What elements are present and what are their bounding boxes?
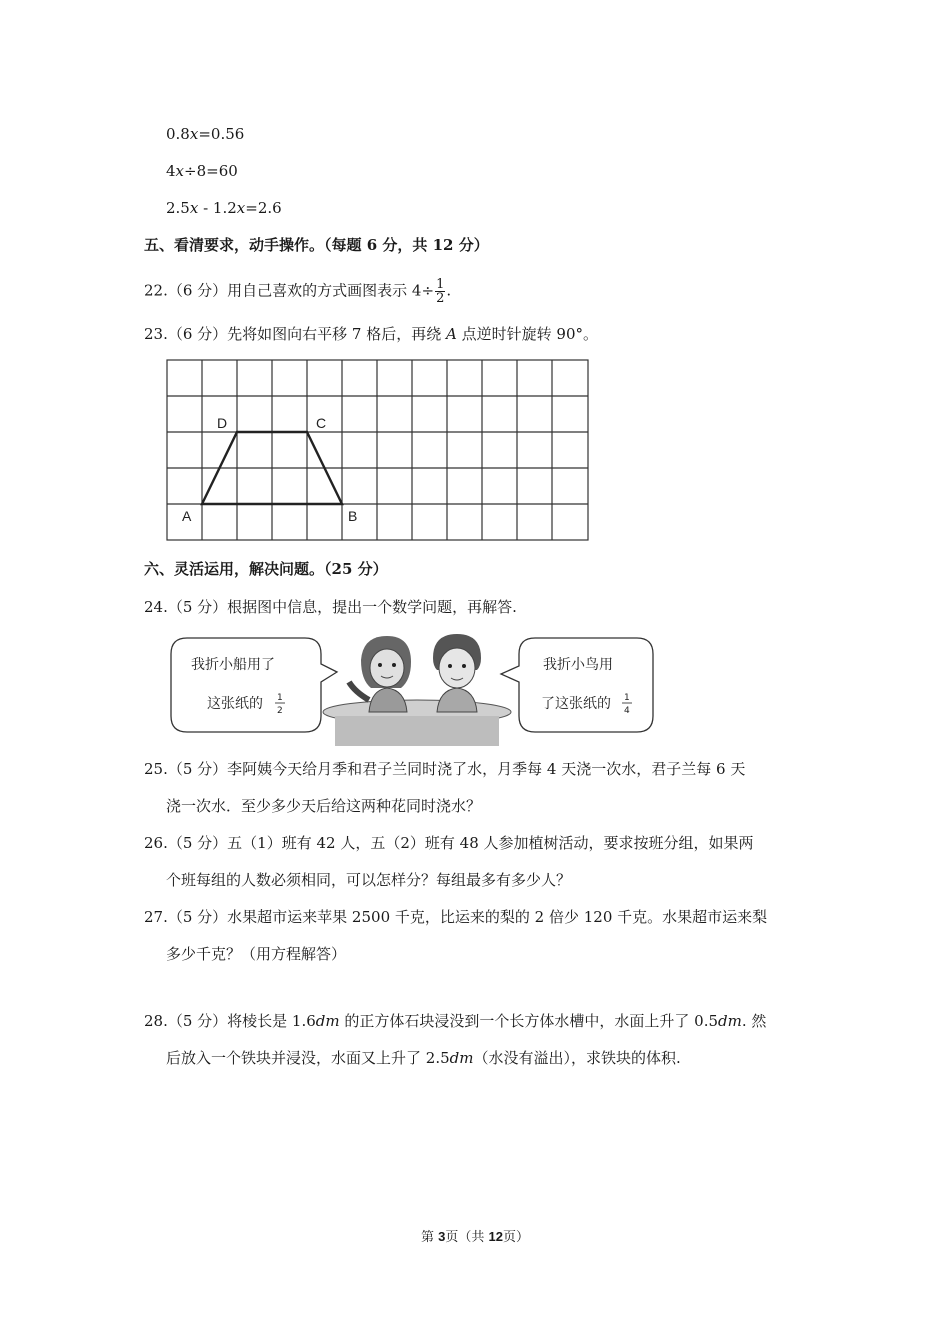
section-6-heading: 六、灵活运用，解决问题。（25 分） xyxy=(144,560,388,578)
question-22: 22.（6 分）用自己喜欢的方式画图表示 4÷ $\frac{1}{2}$ . xyxy=(144,277,452,306)
grid-figure xyxy=(160,355,600,545)
question-28-line-2: 后放入一个铁块并浸没，水面又上升了 2.5dm（水没有溢出），求铁块的体积. xyxy=(166,1049,681,1067)
svg-text:4: 4 xyxy=(624,706,630,716)
label-A: A xyxy=(182,508,192,524)
svg-text:我折小鸟用: 我折小鸟用 xyxy=(543,657,613,673)
svg-text:我折小船用了: 我折小船用了 xyxy=(191,657,275,673)
svg-text:1: 1 xyxy=(624,693,630,703)
svg-text:这张纸的: 这张纸的 xyxy=(207,696,263,712)
svg-text:了这张纸的: 了这张纸的 xyxy=(541,696,611,712)
question-26-line-2: 个班每组的人数必须相同，可以怎样分？每组最多有多少人？ xyxy=(166,871,572,889)
equation-3: 2.5x - 1.2x=2.6 xyxy=(166,199,282,217)
label-B: B xyxy=(348,508,358,524)
section-5-heading: 五、看清要求，动手操作。（每题 6 分，共 12 分） xyxy=(144,236,489,254)
question-28-line-1: 28.（5 分）将棱长是 1.6dm 的正方体石块浸没到一个长方体水槽中，水面上升了 0.5dm. 然 xyxy=(144,1012,767,1030)
speech-bubble-left xyxy=(171,638,337,732)
kids-illustration xyxy=(165,630,665,748)
question-25-line-1: 25.（5 分）李阿姨今天给月季和君子兰同时浇了水，月季每 4 天浇一次水，君子兰每 6 天 xyxy=(144,760,746,778)
speech-bubble-right xyxy=(501,638,653,732)
page-footer: 第 3页（共 12页） xyxy=(421,1229,529,1245)
girl-figure xyxy=(349,636,411,712)
equation-1: 0.8x=0.56 xyxy=(166,125,245,143)
fraction-one-half: $\frac{1}{2}$ xyxy=(436,277,445,306)
label-D: D xyxy=(217,415,228,431)
question-26-line-1: 26.（5 分）五（1）班有 42 人，五（2）班有 48 人参加植树活动，要求按班分组，如果两 xyxy=(144,834,754,852)
question-23: 23.（6 分）先将如图向右平移 7 格后，再绕 A 点逆时针旋转 90°。 xyxy=(144,325,598,343)
label-C: C xyxy=(316,415,327,431)
svg-text:1: 1 xyxy=(277,693,283,703)
equation-2: 4x÷8=60 xyxy=(166,162,238,180)
question-27-line-1: 27.（5 分）水果超市运来苹果 2500 千克，比运来的梨的 2 倍少 120 千克。水果超市运来梨 xyxy=(144,908,768,926)
svg-text:2: 2 xyxy=(277,706,283,716)
question-27-line-2: 多少千克？（用方程解答） xyxy=(166,945,347,963)
boy-figure xyxy=(433,634,481,712)
question-25-line-2: 浇一次水．至少多少天后给这两种花同时浇水？ xyxy=(166,797,482,815)
question-24: 24.（5 分）根据图中信息，提出一个数学问题，再解答. xyxy=(144,598,517,616)
